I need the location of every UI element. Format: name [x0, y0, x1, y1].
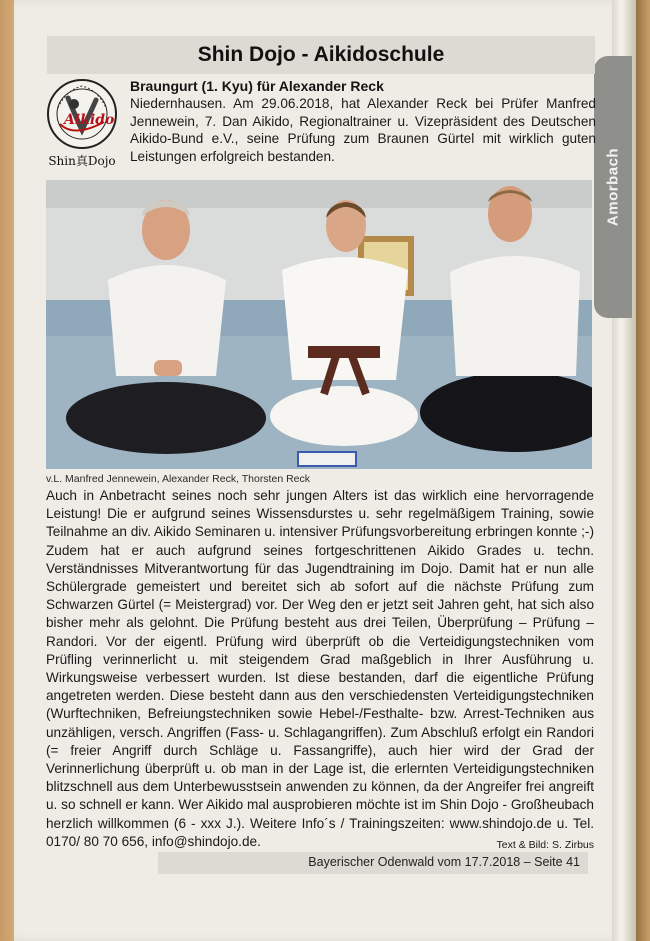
section-tab [594, 56, 632, 318]
logo-caption-right: Dojo [87, 154, 116, 168]
section-tab-label: Amorbach [604, 147, 622, 227]
title-bar [47, 36, 595, 74]
article-body [46, 487, 594, 854]
dojo-logo [44, 78, 120, 172]
page-title: Shin Dojo - Aikidoschule [197, 43, 445, 66]
logo-caption-left: Shin [48, 154, 76, 168]
article-photo [46, 180, 592, 469]
logo-ring-text [44, 78, 45, 79]
page-footer [158, 852, 588, 874]
article-body-text: Auch in Anbetracht seines noch sehr jungen Alters ist das wirklich eine hervorragende Leistung! Die er aufgrund seines Wissensdurstes u. sehr regelmäßigem Training, sowie Teilnahme an div. Aikido Seminaren u. intensiver Prüfungsvorbereitung erbringen konnte ;-) Zudem hat er auch aufgrund seines fortgeschrittenen Aikido Grades u. techn. Verständnisses Mitverantwortung für das Jugendtraining im Dojo. Damit hat er nun alle Schülergrade gemeistert und bereitet sich ab sofort auf die nächste Prüfung zum Schwarzen Gürtel (= Meistergrad) vor. Der Weg den er jetzt seit Jahren geht, hat sich also bisher mehr als gelohnt. Die Prüfung besteht aus drei Teilen, Überprüfung – Prüfung – Randori. Vor der eigentl. Prüfung wird überprüft ob die Verteidigungstechniken vom Prüfling verinnerlicht u. mit steigendem Grad maßgeblich in Ihrer Ausführung u. Wirkungsweise verbessert wurden. Ist diese bestanden, darf die eigentliche Prüfung angetreten werden. Diese besteht dann aus den verschiedensten Verteidigungstechniken (Wurftechniken, Befreiungstechniken sowie Hebel-/Festhalte- bzw. Arrest-Techniken aus unzähligen, versch. Angriffen (Fass- u. Schlagangriffen). Zum Abschluß erfolgt ein Randori (= freier Angriff durch Schläge u. Fassangriffe), auch hier wird der Grad der Verinnerlichung überprüft u. ob man in der Lage ist, die erlernten Verteidigungstechniken blitzschnell aus dem Unterbewusstsein anwenden zu können, da der Angreifer frei angreift u. so schnell er kann. Wer Aikido mal ausprobieren möchte ist im Shin Dojo - Großheubach herzlich willkommen (6 - xxx J.). Weitere Info´s / Trainingszeiten: www.shindojo.de u. Tel. 0170/ 80 70 656, info@shindojo.de. [46, 488, 594, 849]
logo-caption [44, 152, 120, 169]
footer-issue-info: Bayerischer Odenwald vom 17.7.2018 – Seite 41 [308, 855, 580, 869]
logo-center-text: Aikido [64, 112, 115, 128]
photo-caption: v.L. Manfred Jennewein, Alexander Reck, Thorsten Reck [46, 473, 310, 485]
article-subheading: Braungurt (1. Kyu) für Alexander Reck [130, 78, 384, 94]
article-intro: Niedernhausen. Am 29.06.2018, hat Alexander Reck bei Prüfer Manfred Jennewein, 7. Dan Aikido, Regionaltrainer u. Vizepräsident des Deutschen Aikido-Bund e.V., seine Prüfung zum Braunen Gürtel mit wirklich guten Leistungen erfolgreich bestanden. [130, 96, 596, 164]
logo-caption-kanji: 真 [75, 154, 88, 168]
photo-credit: Text & Bild: S. Zirbus [496, 838, 594, 851]
